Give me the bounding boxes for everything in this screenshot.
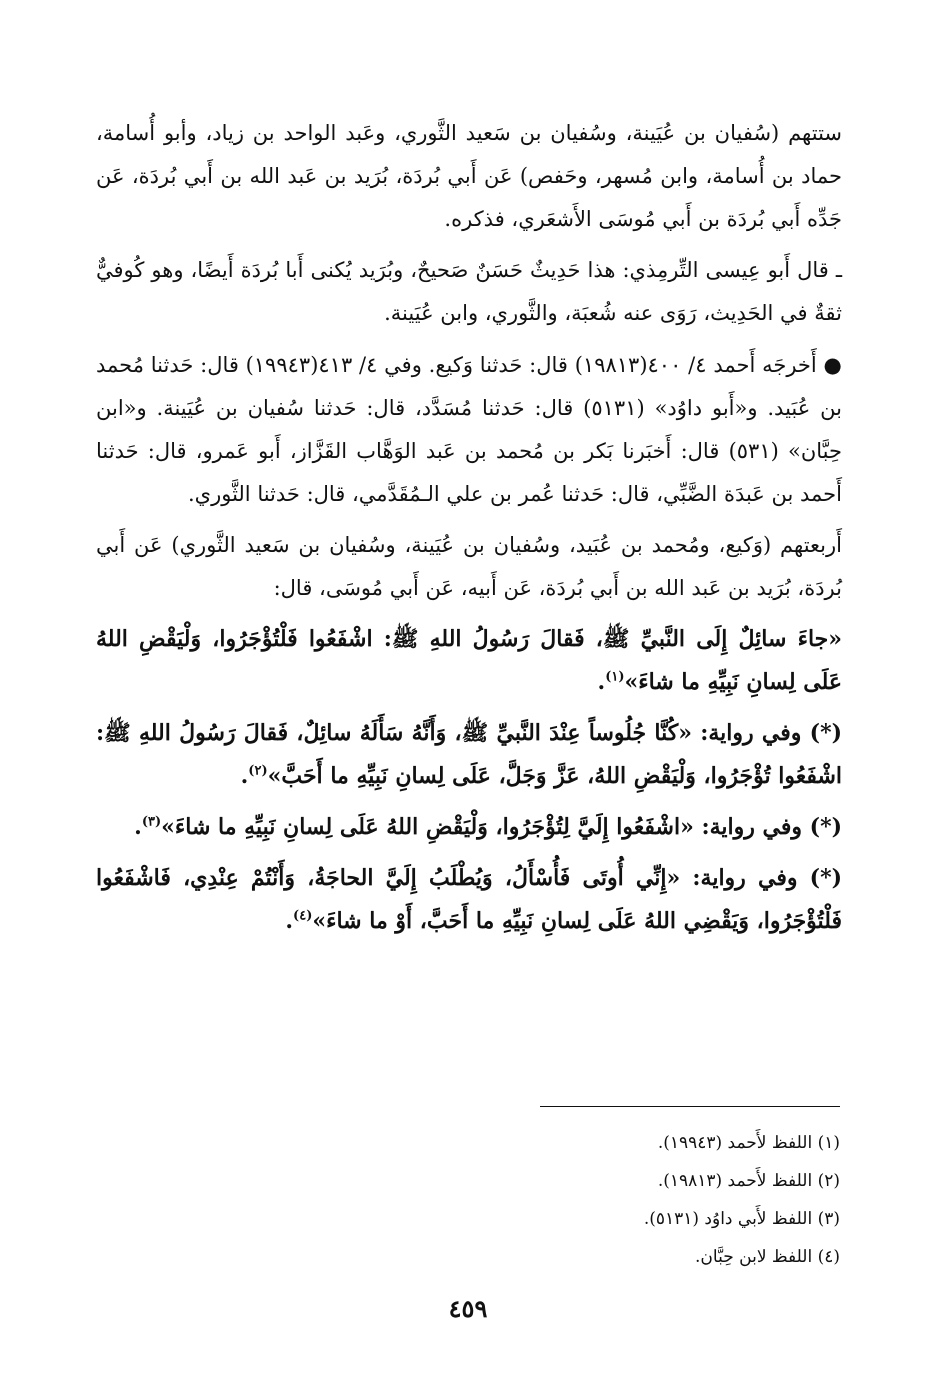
- hadith-text: (*) وفي رواية: «اشْفَعُوا إِلَيَّ لِتُؤْجَرُوا، وَلْيَقْضِ اللهُ عَلَى لِسانِ نَبِيِّهِ ما شاءَ»: [161, 814, 842, 840]
- footnote-item: (٤) اللفظ لابن حِبَّان.: [695, 1247, 840, 1267]
- bullet-icon: ●: [823, 352, 842, 377]
- hadith-text: (*) وفي رواية: «كُنَّا جُلُوساً عِنْدَ النَّبيِّ ﷺ، وَأَنَّهُ سَأَلَهُ سائِلٌ، فَقالَ رَسُولُ اللهِ ﷺ: اشْفَعُوا تُؤْجَرُوا، وَلْيَقْضِ اللهُ، عَزَّ وَجَلَّ، عَلَى لِسانِ نَبِيِّهِ ما أَحَبَّ»: [96, 720, 842, 789]
- footnote-ref: (٣): [141, 814, 162, 830]
- paragraph-text: أَربعتهم (وَكيع، ومُحمد بن عُبَيد، وسُفيان بن عُيَينة، وسُفيان بن سَعيد الثَّوري) عَن أَبي بُردَة، بُرَيد بن عَبد الله بن أَبي بُردَة، عَن أَبيه، عَن أَبي مُوسَى، قال:: [96, 533, 842, 600]
- main-text: [96, 112, 842, 943]
- paragraph-variant-1: (*) وفي رواية: «كُنَّا جُلُوساً عِنْدَ النَّبيِّ ﷺ، وَأَنَّهُ سَأَلَهُ سائِلٌ، فَقالَ رَسُولُ اللهِ ﷺ: اشْفَعُوا تُؤْجَرُوا، وَلْيَقْضِ اللهُ، عَزَّ وَجَلَّ، عَلَى لِسانِ نَبِيِّهِ ما أَحَبَّ»$^{(٢)}$.: [96, 720, 842, 789]
- footnote-ref: (٢): [248, 763, 268, 779]
- footnote-separator: [540, 1106, 840, 1107]
- paragraph-text: أَخرجَه أَحمد ٤/ ٤٠٠(١٩٨١٣) قال: حَدثنا وَكيع. وفي ٤/ ٤١٣(١٩٩٤٣) قال: حَدثنا مُحمد بن عُبَيد. و«أَبو داوُد» (٥١٣١) قال: حَدثنا مُسَدَّد، قال: حَدثنا سُفيان بن عُيَينة. و«ابن حِبَّان» (٥٣١) قال: أَخبَرنا بَكر بن مُحمد بن عَبد الوَهَّاب القَزَّاز، أَبو عَمرو، قال: حَدثنا أَحمد بن عَبدَة الضَّبِّي، قال: حَدثنا عُمر بن علي الـمُقَدَّمي، قال: حَدثنا الثَّوري.: [96, 353, 843, 506]
- footnote-item: (٣) اللفظ لأَبي داوُد (٥١٣١).: [643, 1209, 840, 1229]
- footnote-ref: (٤): [293, 908, 313, 924]
- paragraph-chain-of-narrators: [96, 112, 842, 241]
- paragraph-text: ـ قال أَبو عِيسى التِّرمِذي: هذا حَدِيثٌ حَسَنٌ صَحيحٌ، وبُرَيد يُكنى أَبا بُردَة أَيضًا، وهو كُوفيٌّ ثقةٌ في الحَدِيث، رَوَى عنه شُعبَة، والثَّوري، وابن عُيَينة.: [96, 258, 842, 325]
- paragraph-four-narrators: [96, 524, 842, 610]
- paragraph-takhrij: [96, 343, 842, 516]
- footnote-item: (١) اللفظ لأَحمد (١٩٩٤٣).: [657, 1133, 840, 1153]
- paragraph-hadith-main: «جاءَ سائِلٌ إِلَى النَّبيِّ ﷺ، فَقالَ رَسُولُ اللهِ ﷺ: اشْفَعُوا فَلْتُؤْجَرُوا، وَلْيَقْضِ اللهُ عَلَى لِسانِ نَبِيِّهِ ما شاءَ»$^{(١)}$.: [96, 626, 842, 695]
- paragraph-text: ستتهم (سُفيان بن عُيَينة، وسُفيان بن سَعيد الثَّوري، وعَبد الواحد بن زياد، وأبو أُسامة، حماد بن أُسامة، وابن مُسهر، وحَفص) عَن أَبي بُردَة، بُرَيد بن عَبد الله بن أَبي بُردَة، عَن جَدِّه أَبي بُردَة بن أَبي مُوسَى الأَشعَري، فذكره.: [96, 121, 842, 231]
- hadith-text: (*) وفي رواية: «إِنِّي أُوتَى فَأُسْأَلُ، وَيُطْلَبُ إِلَيَّ الحاجَةُ، وَأَنْتُمْ عِنْدِي، فَاشْفَعُوا فَلْتُؤْجَرُوا، وَيَقْضِي اللهُ عَلَى لِسانِ نَبِيِّهِ ما أَحَبَّ، أَوْ ما شاءَ»: [96, 865, 842, 934]
- paragraph-variant-2: (*) وفي رواية: «اشْفَعُوا إِلَيَّ لِتُؤْجَرُوا، وَلْيَقْضِ اللهُ عَلَى لِسانِ نَبِيِّهِ ما شاءَ»$^{(٣)}$.: [134, 814, 842, 840]
- paragraph-tirmidhi-comment: [96, 249, 842, 335]
- page-number: ٤٥٩: [448, 1294, 488, 1323]
- footnote-ref: (١): [605, 669, 625, 685]
- footnotes-list: [100, 1124, 840, 1276]
- footnote-item: (٢) اللفظ لأَحمد (١٩٨١٣).: [657, 1171, 840, 1191]
- hadith-text: «جاءَ سائِلٌ إِلَى النَّبيِّ ﷺ، فَقالَ رَسُولُ اللهِ ﷺ: اشْفَعُوا فَلْتُؤْجَرُوا، وَلْيَقْضِ اللهُ عَلَى لِسانِ نَبِيِّهِ ما شاءَ»: [96, 626, 842, 695]
- paragraph-variant-3: (*) وفي رواية: «إِنِّي أُوتَى فَأُسْأَلُ، وَيُطْلَبُ إِلَيَّ الحاجَةُ، وَأَنْتُمْ عِنْدِي، فَاشْفَعُوا فَلْتُؤْجَرُوا، وَيَقْضِي اللهُ عَلَى لِسانِ نَبِيِّهِ ما أَحَبَّ، أَوْ ما شاءَ»$^{(٤)}$.: [96, 865, 842, 934]
